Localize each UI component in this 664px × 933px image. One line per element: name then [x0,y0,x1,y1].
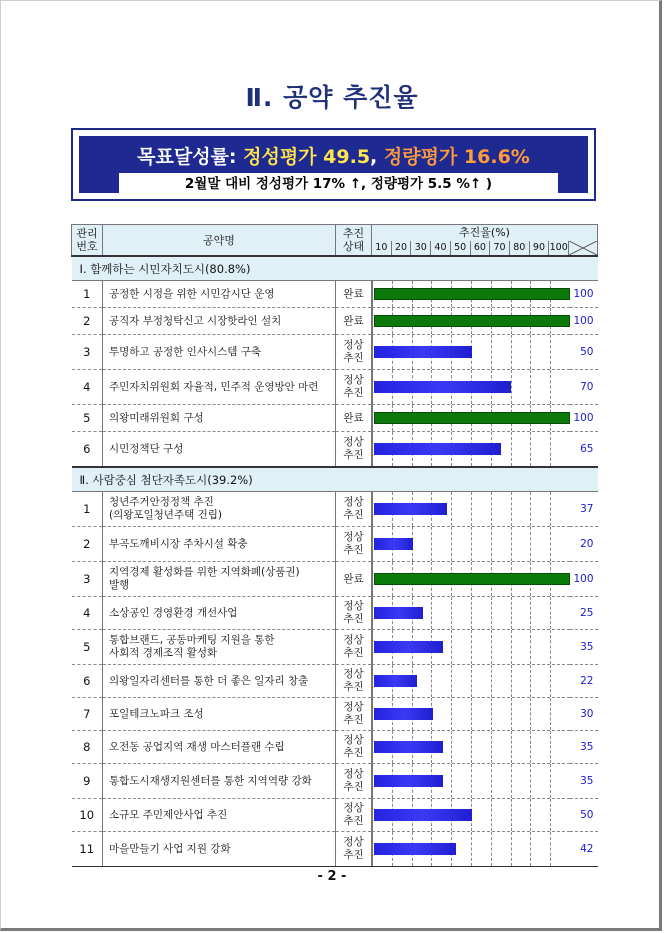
tick-label: 10 [375,242,388,253]
progress-value: 22 [570,665,598,698]
pledge-name: 오전동 공업지역 재생 마스터플랜 수립 [103,731,336,764]
tick-label: 70 [489,241,509,255]
goal-quantitative: 정량평가 16.6% [383,146,530,168]
progress-bar [374,443,501,455]
header-rate [372,225,598,257]
pledge-progress-table [71,224,598,867]
goal-label: 목표달성률: [137,146,244,168]
progress-bar [374,741,443,753]
tick-label: 40 [430,241,450,255]
goal-separator: , [370,146,384,168]
progress-cell [372,630,570,665]
progress-cell [372,370,570,405]
progress-value: 35 [570,764,598,799]
progress-bar [374,538,413,550]
pledge-row [72,281,598,308]
progress-value: 50 [570,799,598,832]
pledge-number: 8 [72,731,103,764]
progress-value: 42 [570,832,598,867]
pledge-name: 시민정책단 구성 [103,432,336,468]
pledge-status: 정상 추진 [336,527,372,562]
progress-bar [374,346,472,358]
progress-cell [372,308,570,335]
progress-bar [374,607,423,619]
page-title: Ⅱ. 공약 추진율 [245,83,419,112]
progress-cell [372,799,570,832]
goal-summary-box [71,128,596,201]
pledge-name: 주민자치위원회 자율적, 민주적 운영방안 마련 [103,370,336,405]
pledge-status: 정상 추진 [336,492,372,527]
pledge-status: 정상 추진 [336,799,372,832]
progress-bar [374,381,511,393]
pledge-status: 정상 추진 [336,665,372,698]
progress-cell [372,405,570,432]
progress-cell [372,281,570,308]
pledge-name: 마을만들기 사업 지원 강화 [103,832,336,867]
pledge-name: 포일테크노파크 조성 [103,698,336,731]
tick-label: 80 [509,241,529,255]
pledge-number: 3 [72,335,103,370]
pledge-name: 통합도시재생지원센터를 통한 지역역량 강화 [103,764,336,799]
tick-label: 100 [549,242,568,253]
pledge-status: 정상 추진 [336,432,372,468]
pledge-number: 10 [72,799,103,832]
pledge-number: 9 [72,764,103,799]
progress-bar [374,288,570,300]
pledge-row [72,527,598,562]
pledge-name: 공직자 부정청탁신고 시장핫라인 설치 [103,308,336,335]
pledge-number: 2 [72,308,103,335]
progress-value: 37 [570,492,598,527]
progress-value: 50 [570,335,598,370]
progress-value: 100 [570,308,598,335]
goal-qualitative: 정성평가 49.5 [243,146,371,168]
progress-value: 100 [570,405,598,432]
progress-cell [372,731,570,764]
goal-summary-panel [79,136,588,193]
progress-value: 35 [570,731,598,764]
pledge-row [72,630,598,665]
pledge-name: 의왕일자리센터를 통한 더 좋은 일자리 창출 [103,665,336,698]
progress-value: 100 [570,281,598,308]
pledge-name: 지역경제 활성화를 위한 지역화폐(상품권) 발행 [103,562,336,597]
progress-cell [372,832,570,867]
pledge-row [72,405,598,432]
pledge-row [72,432,598,468]
pledge-status: 정상 추진 [336,370,372,405]
pledge-number: 2 [72,527,103,562]
progress-bar [374,315,570,327]
pledge-status: 완료 [336,405,372,432]
cross-mark-icon [569,241,597,255]
pledge-status: 정상 추진 [336,764,372,799]
progress-bar [374,809,472,821]
progress-bar [374,675,417,687]
progress-bar [374,843,456,855]
header-rate-label: 추진율(%) [459,226,510,239]
header-name: 공약명 [103,225,336,257]
progress-value: 100 [570,562,598,597]
table-header-row [72,225,598,257]
progress-value: 25 [570,597,598,630]
pledge-number: 6 [72,665,103,698]
goal-rate-line [79,142,588,169]
progress-cell [372,335,570,370]
progress-value: 65 [570,432,598,468]
pledge-row [72,562,598,597]
progress-cell [372,764,570,799]
pledge-name: 통합브랜드, 공동마케팅 지원을 통한 사회적 경제조직 활성화 [103,630,336,665]
pledge-status: 정상 추진 [336,698,372,731]
pledge-row [72,597,598,630]
pledge-row [72,335,598,370]
tick-label: 60 [470,241,490,255]
pledge-number: 4 [72,597,103,630]
progress-value: 20 [570,527,598,562]
pledge-row [72,731,598,764]
section-title: Ⅱ. 사람중심 첨단자족도시(39.2%) [72,467,598,492]
progress-bar [374,775,443,787]
pledge-name: 투명하고 공정한 인사시스템 구축 [103,335,336,370]
pledge-row [72,370,598,405]
header-no: 관리 번호 [72,225,103,257]
pledge-number: 4 [72,370,103,405]
pledge-row [72,698,598,731]
pledge-number: 3 [72,562,103,597]
pledge-status: 완료 [336,281,372,308]
header-rate-ticks [372,241,597,255]
pledge-row [72,308,598,335]
pledge-row [72,799,598,832]
pledge-name: 부곡도깨비시장 주차시설 확충 [103,527,336,562]
pledge-status: 정상 추진 [336,335,372,370]
progress-cell [372,698,570,731]
progress-cell [372,562,570,597]
pledge-name: 의왕미래위원회 구성 [103,405,336,432]
progress-bar [374,641,443,653]
pledge-number: 6 [72,432,103,468]
pledge-number: 7 [72,698,103,731]
pledge-number: 11 [72,832,103,867]
header-cross-cell [568,241,597,255]
pledge-row [72,832,598,867]
progress-cell [372,492,570,527]
pledge-name: 공정한 시정을 위한 시민감시단 운영 [103,281,336,308]
pledge-status: 완료 [336,308,372,335]
tick-label: 50 [450,241,470,255]
progress-cell [372,432,570,468]
section-title: Ⅰ. 함께하는 시민자치도시(80.8%) [72,256,598,281]
pledge-status: 정상 추진 [336,731,372,764]
pledge-number: 5 [72,405,103,432]
tick-label: 90 [529,241,549,255]
pledge-row [72,764,598,799]
tick-label: 20 [391,241,411,255]
pledge-row [72,492,598,527]
progress-cell [372,665,570,698]
pledge-row [72,665,598,698]
section-row [72,256,598,281]
page-number: - 2 - [317,869,347,884]
progress-bar [374,708,433,720]
pledge-number: 1 [72,281,103,308]
pledge-status: 정상 추진 [336,597,372,630]
progress-cell [372,527,570,562]
goal-comparison: 2월말 대비 정성평가 17% ↑, 정량평가 5.5 %↑ ) [119,173,558,195]
progress-value: 70 [570,370,598,405]
tick-label: 30 [410,241,430,255]
header-status: 추진 상태 [336,225,372,257]
pledge-status: 정상 추진 [336,832,372,867]
pledge-status: 정상 추진 [336,630,372,665]
progress-value: 35 [570,630,598,665]
pledge-name: 소규모 주민제안사업 추진 [103,799,336,832]
progress-bar [374,503,447,515]
pledge-name: 청년주거안정정책 추진 (의왕포일청년주택 건립) [103,492,336,527]
progress-cell [372,597,570,630]
progress-bar [374,573,570,585]
pledge-number: 1 [72,492,103,527]
pledge-status: 완료 [336,562,372,597]
progress-value: 30 [570,698,598,731]
pledge-name: 소상공인 경영환경 개선사업 [103,597,336,630]
progress-bar [374,412,570,424]
pledge-number: 5 [72,630,103,665]
section-row [72,467,598,492]
